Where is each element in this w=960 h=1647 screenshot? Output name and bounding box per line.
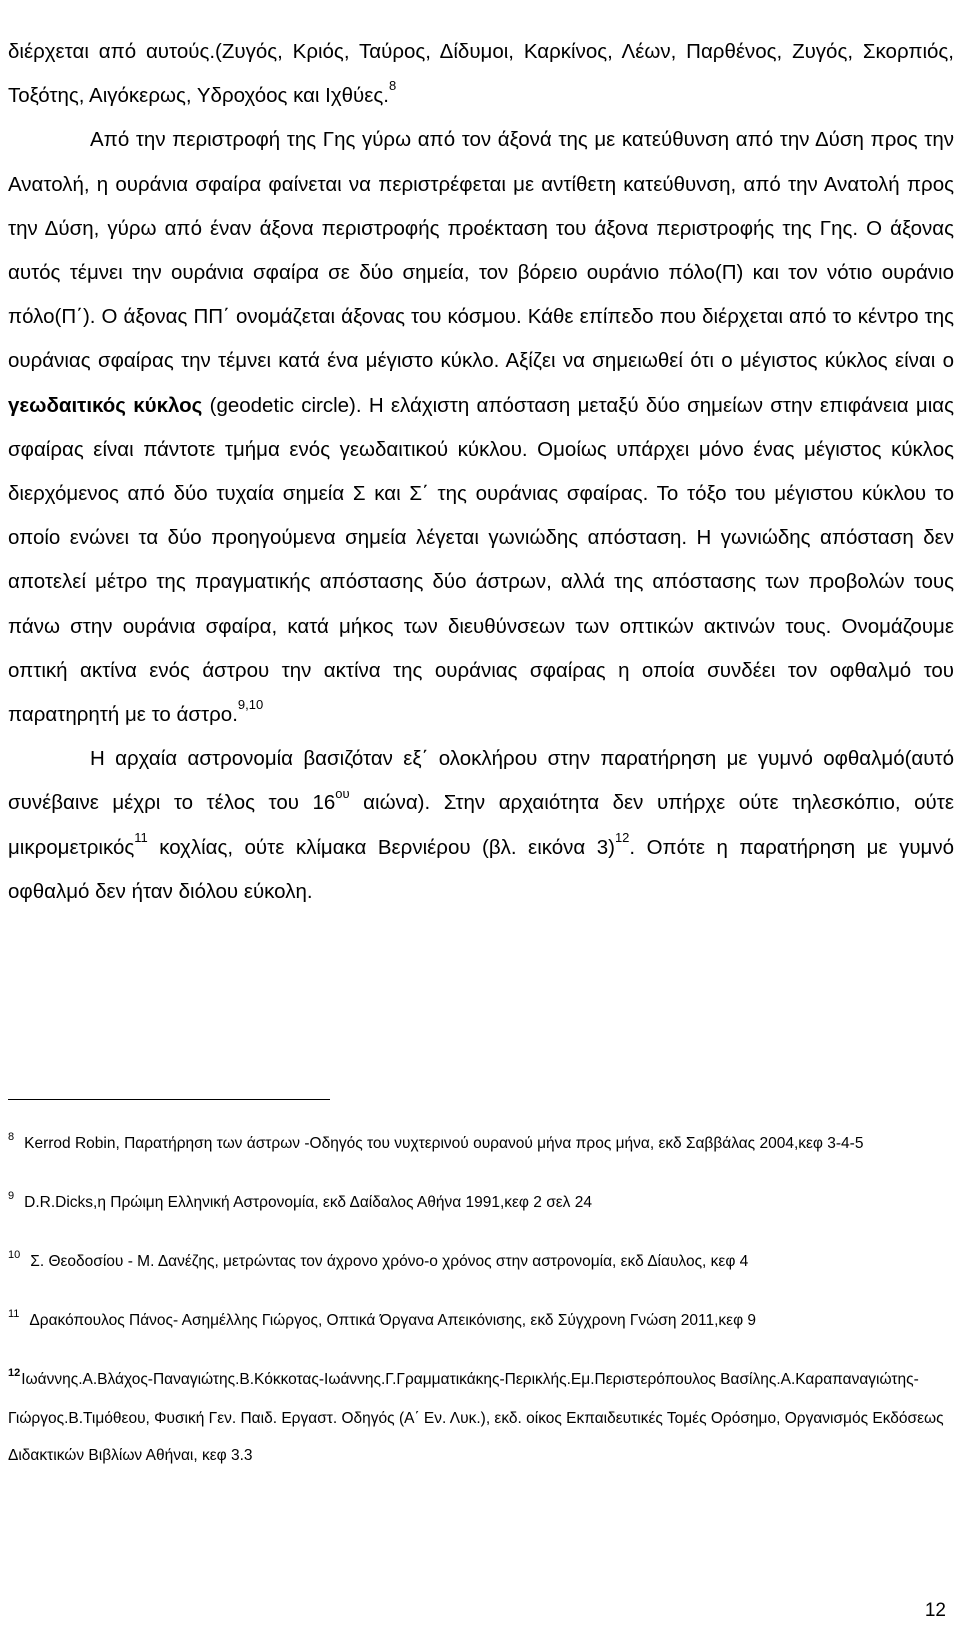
- footnote-9: $^9$ D.R.Dicks,η Πρώιμη Ελληνική Αστρονομία, εκδ Δαίδαλος Αθήνα 1991,κεφ 2 σελ 24: [8, 1190, 592, 1211]
- footnotes: [8, 1125, 954, 1474]
- paragraph-3: Η αρχαία αστρονομία βασιζόταν εξ΄ ολοκλήρου στην παρατήρηση με γυμνό οφθαλμό(αυτό συνέβαινε μέχρι το τέλος του $16^{o\upsilon}$ αιώνα). Στην αρχαιότητα δεν υπήρχε ούτε τηλεσκόπιο, ούτε μικρομετρικός$^{11}$ κοχλίας, ούτε κλίμακα Βερνιέρου (βλ. εικόνα 3)$^{12}$. Οπότε η παρατήρηση με γυμνό οφθαλμό δεν ήταν διόλου εύκολη.: [8, 747, 955, 903]
- footnote-8: $^8$ Kerrod Robin, Παρατήρηση των άστρων -Οδηγός του νυχτερινού ουρανού μήνα προς μήνα, εκδ Σαββάλας 2004,κεφ 3-4-5: [8, 1131, 864, 1152]
- paragraph-1: διέρχεται από αυτούς.(Ζυγός, Κριός, Ταύρος, Δίδυμοι, Καρκίνος, Λέων, Παρθένος, Ζυγός, Σκορπιός, Τοξότης, Αιγόκερως, Υδροχόος και Ιχθύες.$^8$: [8, 40, 954, 108]
- footnote-ref-8[interactable]: 8: [388, 78, 397, 94]
- term-geodetic-circle: γεωδαιτικός κύκλος: [8, 393, 203, 417]
- footnote-10: $^{10}$ Σ. Θεοδοσίου - Μ. Δανέζης, μετρώντας τον άχρονο χρόνο-ο χρόνος στην αστρονομία, εκδ Δίαυλος, κεφ 4: [8, 1249, 749, 1270]
- footnote-ref-9-10[interactable]: 9,10: [237, 697, 264, 713]
- ordinal-suffix: ου: [335, 785, 350, 801]
- page-number: 12: [924, 1600, 946, 1621]
- footnote-ref-12[interactable]: 12: [614, 829, 630, 845]
- paragraph-2: Από την περιστροφή της Γης γύρω από τον άξονά της με κατεύθυνση από την Δύση προς την Ανατολή, η ουράνια σφαίρα φαίνεται να περιστρέφεται με αντίθετη κατεύθυνση, από την Ανατολή προς την Δύση, γύρω από έναν άξονα περιστροφής προέκταση του άξονα περιστροφής της Γης. Ο άξονας αυτός τέμνει την ουράνια σφαίρα σε δύο σημεία, τον βόρειο ουράνιο πόλο(Π) και τον νότιο ουράνιο πόλο(Π΄). Ο άξονας ΠΠ΄ ονομάζεται άξονας του κόσμου. Κάθε επίπεδο που διέρχεται από το κέντρο της ουράνιας σφαίρας την τέμνει κατά ένα μέγιστο κύκλο. Αξίζει να σημειωθεί ότι ο μέγιστος κύκλος είναι ο γεωδαιτικός κύκλος (geodetic circle). Η ελάχιστη απόσταση μεταξύ δύο σημείων στην επιφάνεια μιας σφαίρας είναι πάντοτε τμήμα ενός γεωδαιτικού κύκλου. Ομοίως υπάρχει μόνο ένας μέγιστος κύκλος διερχόμενος από δύο τυχαία σημεία Σ και Σ΄ της ουράνιας σφαίρας. Το τόξο του μέγιστου κύκλου το οποίο ενώνει τα δύο προηγούμενα σημεία λέγεται γωνιώδης απόσταση. Η γωνιώδης απόσταση δεν αποτελεί μέτρο της πραγματικής απόστασης δύο άστρων, αλλά της απόστασης των προβολών τους πάνω στην ουράνια σφαίρα, κατά μήκος των διευθύνσεων των οπτικών ακτινών τους. Ονομάζουμε οπτική ακτίνα ενός άστρου την ακτίνα της ουράνιας σφαίρας η οποία συνδέει τον οφθαλμό του παρατηρητή με το άστρο.$^{9,10}$: [8, 128, 955, 727]
- footnote-ref-11[interactable]: 11: [134, 829, 148, 845]
- footnote-12: $^{12}$Ιωάννης.Α.Βλάχος-Παναγιώτης.Β.Κόκκοτας-Ιωάννης.Γ.Γραμματικάκης-Περικλής.Εμ.Περιστερόπουλος Βασίλης.Α.Καραπαναγιώτης-Γιώργος.Β.Τιμόθεου, Φυσική Γεν. Παιδ. Εργαστ. Οδηγός (Α΄ Εν. Λυκ.), εκδ. οίκος Εκπαιδευτικές Τομές Ορόσημο, Οργανισμός Εκδόσεως Διδακτικών Βιβλίων Αθήναι, κεφ 3.3: [8, 1367, 944, 1464]
- footnote-11: $^{11}$ Δρακόπουλος Πάνος- Ασημέλλης Γιώργος, Οπτικά Όργανα Απεικόνισης, εκδ Σύγχρονη Γνώση 2011,κεφ 9: [8, 1308, 757, 1329]
- footnote-separator: [8, 1099, 330, 1100]
- body-text: [8, 30, 954, 914]
